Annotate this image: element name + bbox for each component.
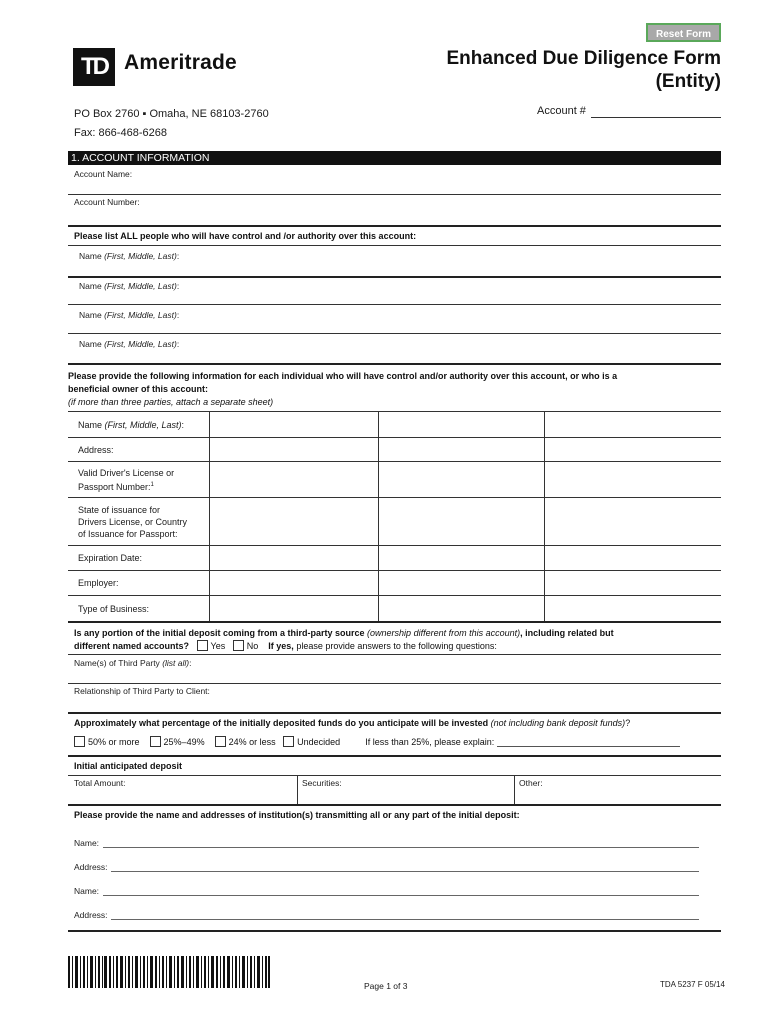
cell-party1-address[interactable]: [209, 438, 378, 462]
state-line2: Drivers License, or Country: [78, 516, 188, 527]
names-hint: (list all): [162, 658, 190, 668]
row-label-name: [68, 412, 209, 438]
third-party-names-field[interactable]: [68, 683, 721, 684]
table-row: [68, 546, 721, 571]
row-label-expiration: Expiration Date:: [68, 546, 209, 571]
opt-undecided-checkbox[interactable]: [283, 736, 294, 747]
page-number: Page 1 of 3: [364, 981, 408, 991]
percentage-question: [74, 718, 630, 728]
third-party-line1: [74, 627, 721, 640]
table-row: [68, 438, 721, 462]
control-name-label-4: [79, 339, 179, 349]
table-row: [68, 596, 721, 622]
q-d: different named accounts?: [74, 641, 190, 651]
name-hint: (First, Middle, Last): [104, 281, 177, 291]
opt-50-checkbox[interactable]: [74, 736, 85, 747]
cell-party1-expiration[interactable]: [209, 546, 378, 571]
institutions-heading: Please provide the name and addresses of institution(s) transmitting all or any part of the initial deposit:: [74, 810, 520, 820]
account-number-label: Account Number:: [74, 197, 140, 207]
name-label: Name: [79, 281, 102, 291]
license-line1: Valid Driver's License or: [78, 467, 175, 478]
control-name-label-3: [79, 310, 179, 320]
table-row: [68, 412, 721, 438]
third-party-names-label: [74, 658, 191, 668]
institution-address-field-1[interactable]: [111, 871, 699, 872]
if-yes-rest: please provide answers to the following questions:: [296, 641, 497, 651]
row-label-license: [68, 462, 209, 498]
q-b: (not including bank deposit funds): [490, 718, 626, 728]
cell-party3-license[interactable]: [544, 462, 721, 498]
cell-party2-name[interactable]: [378, 412, 544, 438]
divider: [68, 804, 721, 806]
cell-party2-license[interactable]: [378, 462, 544, 498]
institution-address-field-2[interactable]: [111, 919, 699, 920]
reset-form-button[interactable]: Reset Form: [646, 23, 721, 42]
cell-party2-state[interactable]: [378, 498, 544, 546]
divider: [68, 654, 721, 655]
control-name-field-1[interactable]: [68, 276, 721, 278]
mailing-address: [74, 105, 269, 143]
cell-party2-business[interactable]: [378, 596, 544, 622]
control-name-field-2[interactable]: [68, 304, 721, 305]
form-code: TDA 5237 F 05/14: [660, 980, 725, 989]
row-label-business: Type of Business:: [68, 596, 209, 622]
yes-label: Yes: [210, 641, 226, 651]
footnote-marker: 1: [150, 481, 154, 488]
colon: :: [176, 310, 180, 320]
account-hash-field[interactable]: [591, 117, 721, 118]
yes-checkbox[interactable]: [197, 640, 208, 651]
divider: [68, 930, 721, 932]
colon: :: [176, 251, 180, 261]
form-title: [447, 47, 722, 93]
td-logo-mark: TD: [73, 48, 115, 86]
account-name-field[interactable]: [68, 194, 721, 195]
divider: [68, 755, 721, 757]
explain-field[interactable]: [497, 746, 680, 747]
license-label: Passport Number:: [78, 481, 151, 492]
relationship-field[interactable]: [68, 712, 721, 714]
control-name-label-1: [79, 251, 179, 261]
name-label: Name: [79, 251, 102, 261]
q-c: ?: [625, 718, 631, 728]
cell-party2-address[interactable]: [378, 438, 544, 462]
opt-24-checkbox[interactable]: [215, 736, 226, 747]
cell-party1-state[interactable]: [209, 498, 378, 546]
name-hint: (First, Middle, Last): [104, 419, 182, 430]
name-hint: (First, Middle, Last): [104, 310, 177, 320]
section-account-information-header: 1. ACCOUNT INFORMATION: [68, 151, 721, 165]
opt-50-label: 50% or more: [88, 737, 140, 747]
q-a: Is any portion of the initial deposit coming from a third-party source: [74, 628, 365, 638]
third-party-question: [74, 627, 721, 653]
form-title-line2: (Entity): [655, 71, 721, 92]
account-hash-label: Account #: [537, 105, 586, 117]
beneficial-heading-line1: Please provide the following information for each individual who will have control and/or authority over this account, or who is a: [68, 371, 618, 381]
q-c: , including related but: [520, 628, 614, 638]
colon: :: [181, 419, 185, 430]
name-label: Name: [79, 310, 102, 320]
license-line2: [78, 479, 209, 493]
beneficial-owner-table: [68, 411, 721, 622]
institution-name-label-2: Name:: [74, 886, 100, 896]
address-line: PO Box 2760 ▪ Omaha, NE 68103-2760: [74, 108, 269, 120]
cell-party3-name[interactable]: [544, 412, 721, 438]
opt-24-label: 24% or less: [228, 737, 276, 747]
cell-party3-state[interactable]: [544, 498, 721, 546]
cell-party2-expiration[interactable]: [378, 546, 544, 571]
table-row: [68, 462, 721, 498]
other-label: Other:: [519, 778, 543, 788]
beneficial-note: (if more than three parties, attach a separate sheet): [68, 397, 274, 407]
cell-party3-business[interactable]: [544, 596, 721, 622]
beneficial-heading-line2: beneficial owner of this account:: [68, 384, 209, 394]
fax-line: Fax: 866-468-6268: [74, 127, 167, 139]
state-line3: of Issuance for Passport:: [78, 528, 178, 539]
third-party-line2: [74, 640, 721, 653]
row-label-employer: Employer:: [68, 571, 209, 596]
names-label: Name(s) of Third Party: [74, 658, 160, 668]
cell-party3-employer[interactable]: [544, 571, 721, 596]
cell-party1-business[interactable]: [209, 596, 378, 622]
colon: :: [176, 339, 180, 349]
row-label-state: [68, 498, 209, 546]
cell-party1-license[interactable]: [209, 462, 378, 498]
divider: [297, 775, 298, 804]
control-name-label-2: [79, 281, 179, 291]
ameritrade-logo-text: Ameritrade: [124, 51, 237, 74]
barcode-image: [68, 956, 270, 988]
securities-label: Securities:: [302, 778, 342, 788]
divider: [514, 775, 515, 804]
name-label: Name: [78, 419, 103, 430]
divider: [68, 245, 721, 246]
relationship-label: Relationship of Third Party to Client:: [74, 686, 210, 696]
control-name-field-3[interactable]: [68, 333, 721, 334]
divider: [68, 775, 721, 776]
institution-name-field-1[interactable]: [103, 847, 699, 848]
form-title-line1: Enhanced Due Diligence Form: [446, 48, 721, 69]
institution-address-label-1: Address:: [74, 862, 108, 872]
colon: :: [189, 658, 192, 668]
colon: :: [176, 281, 180, 291]
q-b: (ownership different from this account): [367, 628, 521, 638]
explain-label: If less than 25%, please explain:: [365, 737, 495, 747]
name-label: Name: [79, 339, 102, 349]
no-label: No: [246, 641, 259, 651]
account-name-label: Account Name:: [74, 169, 133, 179]
percentage-options: [74, 736, 680, 747]
total-amount-label: Total Amount:: [74, 778, 126, 788]
opt-25-49-label: 25%–49%: [163, 737, 205, 747]
state-line1: State of issuance for: [78, 504, 161, 515]
divider: [68, 621, 721, 623]
opt-25-49-checkbox[interactable]: [150, 736, 161, 747]
beneficial-owner-heading: [68, 370, 721, 409]
if-yes-label: If yes,: [268, 641, 294, 651]
control-persons-heading: Please list ALL people who will have control and /or authority over this account:: [74, 231, 417, 241]
name-hint: (First, Middle, Last): [104, 339, 177, 349]
q-a: Approximately what percentage of the initially deposited funds do you anticipate will be invested: [74, 718, 489, 728]
cell-party3-address[interactable]: [544, 438, 721, 462]
institution-name-label-1: Name:: [74, 838, 100, 848]
institution-name-field-2[interactable]: [103, 895, 699, 896]
name-hint: (First, Middle, Last): [104, 251, 177, 261]
deposit-heading: Initial anticipated deposit: [74, 761, 183, 771]
institution-address-label-2: Address:: [74, 910, 108, 920]
cell-party3-expiration[interactable]: [544, 546, 721, 571]
row-label-address: Address:: [68, 438, 209, 462]
table-row: [68, 498, 721, 546]
no-checkbox[interactable]: [233, 640, 244, 651]
cell-party2-employer[interactable]: [378, 571, 544, 596]
account-number-field[interactable]: [68, 225, 721, 227]
opt-undecided-label: Undecided: [297, 737, 341, 747]
control-name-field-4[interactable]: [68, 363, 721, 365]
cell-party1-employer[interactable]: [209, 571, 378, 596]
table-row: [68, 571, 721, 596]
cell-party1-name[interactable]: [209, 412, 378, 438]
